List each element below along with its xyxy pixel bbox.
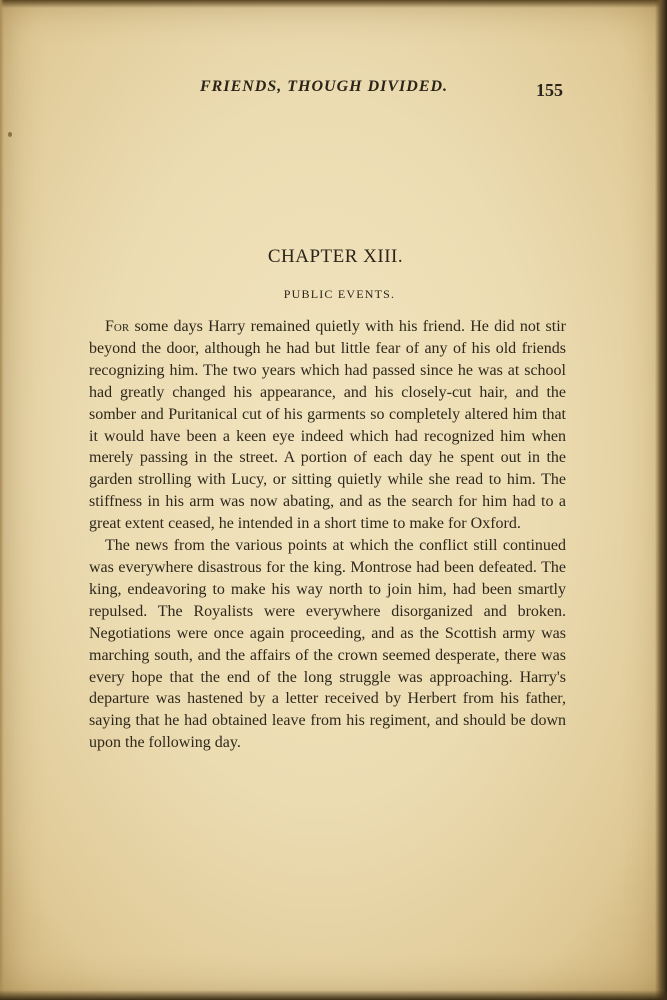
running-title: FRIENDS, THOUGH DIVIDED. [200,78,449,95]
page-right-edge [655,0,667,1000]
paragraph-1-lead-word: For [105,318,130,335]
running-head [0,78,667,102]
chapter-subtitle: PUBLIC EVENTS. [283,287,396,301]
paper-spot [8,132,12,137]
page-left-edge [0,0,4,1000]
chapter-title: CHAPTER XIII. [267,246,404,267]
page-bottom-edge [0,990,667,1000]
paragraph-2 [89,535,566,754]
paragraph-1-text: some days Harry remained quietly with his friend. He did not stir beyond the door, although he had but little fear of any of his old friends recognizing him. The two years which had passed since he was at school had greatly changed his appearance, and his closely-cut hair, and the somber and Puritanical cut of his garments so completely altered him that it would have been a keen eye indeed which had recognized him when merely passing in the street. A portion of each day he spent out in the garden strolling with Lucy, or sitting quietly while she read to him. The stiffness in his arm was now abating, and as the search for him had to a great extent ceased, he intended in a short time to make for Oxford. [89,318,566,533]
page-number: 155 [536,80,563,100]
page-top-edge [0,0,667,8]
body-text [89,316,566,754]
paragraph-2-text: The news from the various points at which the conflict still continued was everywhere disastrous for the king. Montrose had been defeated. The king, endeavoring to make his way north to join him, had been smartly repulsed. The Royalists were everywhere disorganized and broken. Negotiations were once again proceeding, and as the Scottish army was marching south, and the affairs of the crown seemed desperate, there was every hope that the end of the long struggle was approaching. Harry's departure was hastened by a letter received by Herbert from his father, saying that he had obtained leave from his regiment, and should be down upon the following day. [89,537,566,752]
paragraph-1 [89,316,566,535]
